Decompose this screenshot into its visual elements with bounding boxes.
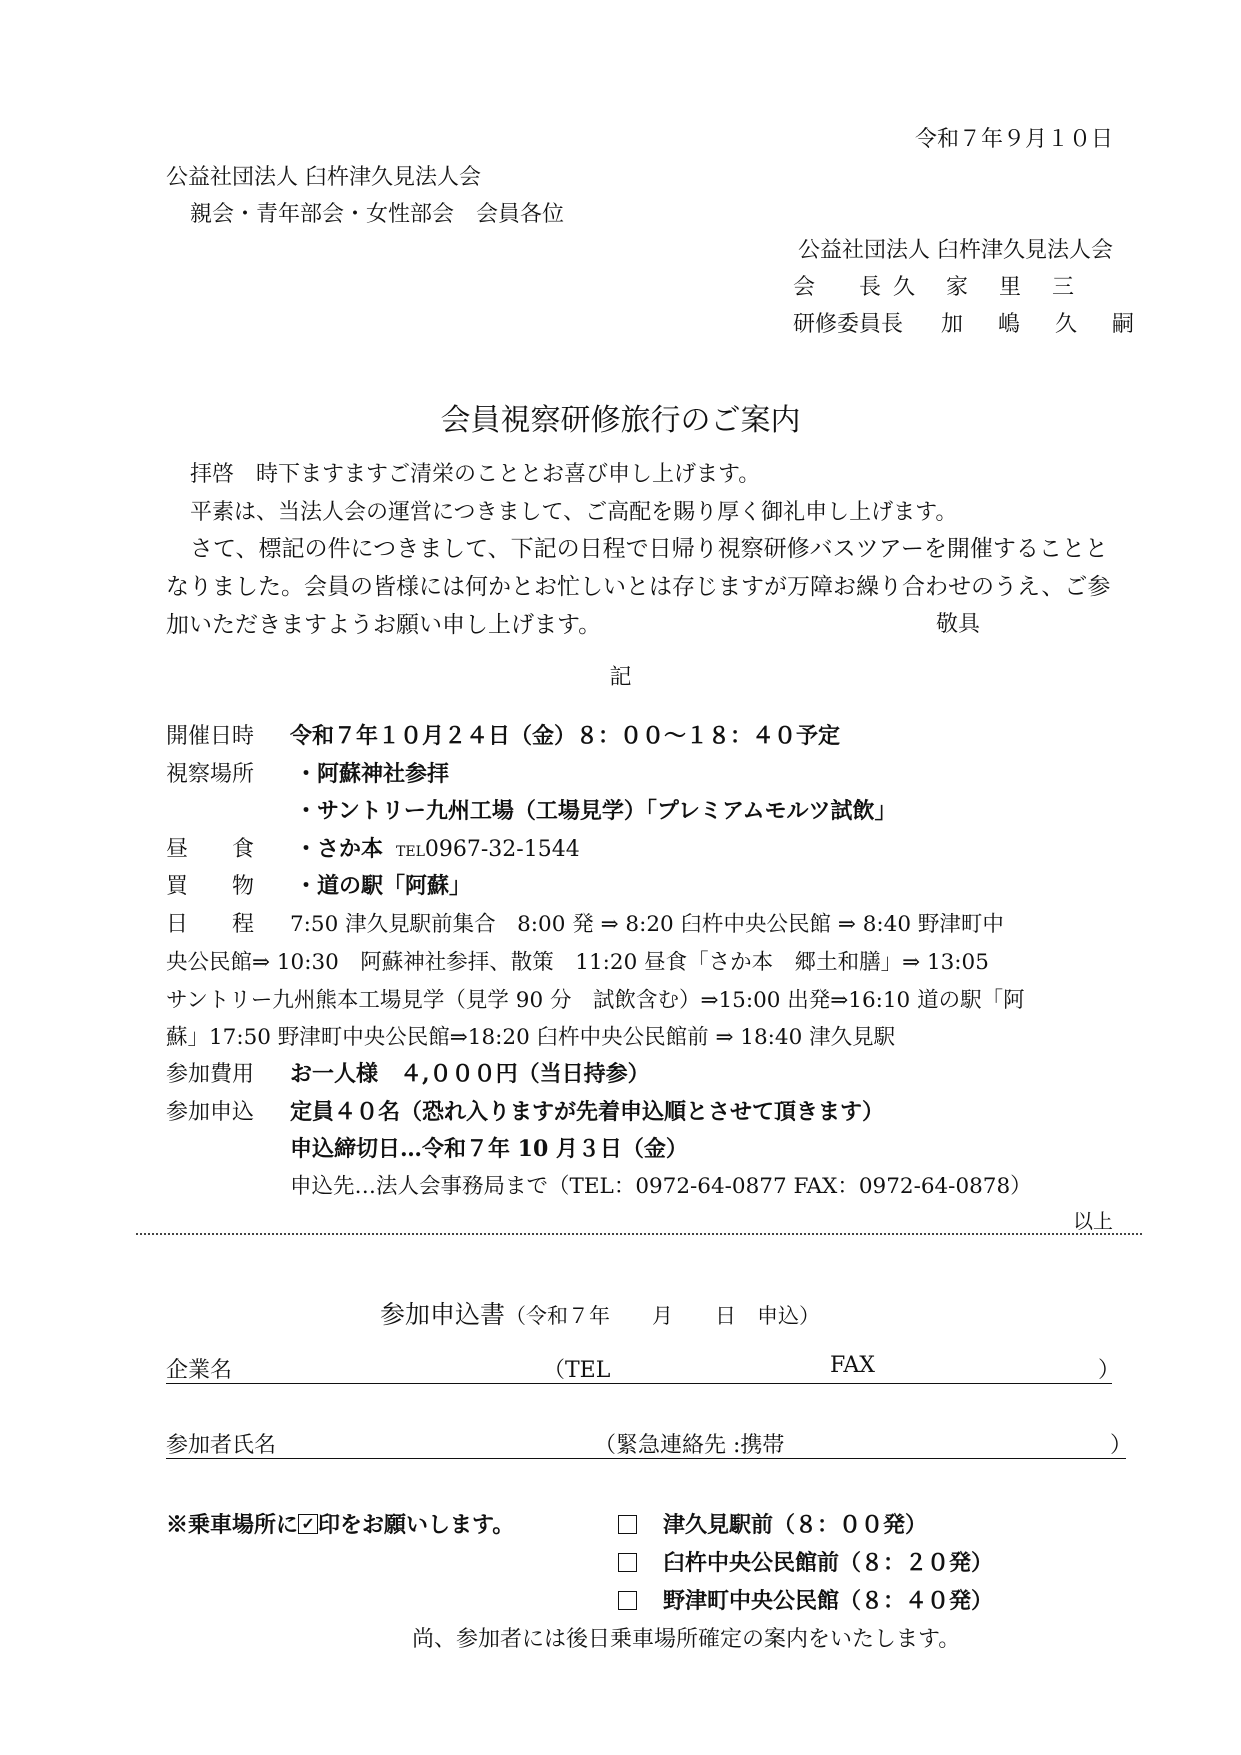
checkbox-icon[interactable] — [618, 1591, 637, 1610]
boarding-option-label: 野津町中央公民館（８：４０発） — [663, 1588, 994, 1614]
participant-label: 参加者氏名 — [166, 1433, 277, 1458]
sender-org: 公益社団法人 臼杵津久見法人会 — [798, 238, 1113, 263]
boarding-option-3[interactable] — [618, 1584, 993, 1615]
checkbox-icon[interactable] — [618, 1553, 637, 1572]
label-shopping: 買 物 — [166, 874, 255, 899]
label-apply: 参加申込 — [166, 1100, 255, 1125]
boarding-option-label: 臼杵中央公民館前（８：２０発） — [663, 1550, 994, 1576]
ki-heading: 記 — [609, 665, 632, 690]
lunch-tel-prefix: TEL — [396, 844, 425, 860]
body-paragraph-text: さて、標記の件につきまして、下記の日程で日帰り視察研修バスツアーを開催することとなりました。会員の皆様には何かとお忙しいとは存じますが万障お繰り合わせのうえ、ご参加いただきますようお願い申し上げます。 — [166, 536, 1111, 638]
value-shopping: ・道の駅「阿蘇」 — [295, 873, 472, 899]
participant-close-paren: ） — [1110, 1433, 1133, 1458]
lunch-name: ・さか本 — [295, 836, 384, 862]
company-fax-label: FAX — [830, 1353, 875, 1378]
participant-field-underline[interactable] — [166, 1458, 1126, 1459]
page-title: 会員視察研修旅行のご案内 — [440, 403, 801, 438]
boarding-option-label: 津久見駅前（８：００発） — [663, 1512, 928, 1538]
value-lunch — [295, 832, 580, 863]
value-place-1: ・阿蘇神社参拝 — [295, 761, 450, 787]
schedule-line-1: 7:50 津久見駅前集合 8:00 発 ⇒ 8:20 臼杵中央公民館 ⇒ 8:40 野津町中 — [290, 912, 1004, 937]
lunch-tel: 0967-32-1544 — [424, 837, 580, 862]
body-line-greeting: 拝啓 時下ますますご清栄のこととお喜び申し上げます。 — [190, 462, 761, 487]
recipient-members: 親会・青年部会・女性部会 会員各位 — [190, 202, 565, 227]
sender-role-president: 会 長 — [793, 275, 882, 300]
body-line-thanks: 平素は、当法人会の運営につきまして、ご高配を賜り厚く御礼申し上げます。 — [190, 500, 958, 525]
schedule-line-4: 蘇」17:50 野津町中央公民館⇒18:20 臼杵中央公民館前 ⇒ 18:40 津久見駅 — [166, 1025, 896, 1050]
boarding-suffix: 印をお願いします。 — [318, 1512, 515, 1538]
schedule-line-3: サントリー九州熊本工場見学（見学 90 分 試飲含む）⇒15:00 出発⇒16:10 道の駅「阿 — [166, 988, 1025, 1013]
cut-line — [136, 1233, 1142, 1235]
value-date: 令和７年１０月２４日（金）８：００～１８：４０予定 — [290, 723, 841, 749]
form-title-sub: （令和７年 月 日 申込） — [505, 1304, 821, 1328]
recipient-org: 公益社団法人 臼杵津久見法人会 — [166, 165, 481, 190]
label-date: 開催日時 — [166, 724, 255, 749]
boarding-instruction — [166, 1508, 514, 1539]
label-fee: 参加費用 — [166, 1062, 255, 1087]
company-tel-label: （TEL — [543, 1358, 611, 1383]
company-close-paren: ） — [1098, 1358, 1121, 1383]
sender-role-committee: 研修委員長 — [793, 312, 904, 337]
boarding-note: 尚、参加者には後日乗車場所確定の案内をいたします。 — [412, 1627, 961, 1652]
sender-name-committee: 加 嶋 久 嗣 — [941, 312, 1148, 337]
sender-line-president — [793, 270, 1113, 301]
value-apply-capacity: 定員４０名（恐れ入りますが先着申込順とさせて頂きます） — [290, 1099, 885, 1125]
company-label: 企業名 — [166, 1358, 233, 1383]
boarding-prefix: ※乗車場所に — [166, 1512, 299, 1538]
boarding-option-1[interactable] — [618, 1508, 927, 1539]
form-title: 参加申込書 — [380, 1300, 506, 1329]
boarding-option-2[interactable] — [618, 1546, 993, 1577]
label-lunch: 昼 食 — [166, 837, 255, 862]
form-title-row — [380, 1295, 820, 1331]
sender-name-president: 久 家 里 三 — [893, 275, 1086, 300]
schedule-line-2: 央公民館⇒ 10:30 阿蘇神社参拝、散策 11:20 昼食「さか本 郷土和膳」⇒ 13:05 — [166, 950, 989, 975]
label-schedule: 日 程 — [166, 912, 255, 937]
emergency-contact-label: （緊急連絡先 :携帯 — [594, 1433, 785, 1458]
checkbox-icon[interactable] — [618, 1515, 637, 1534]
value-fee: お一人様 ４,０００円（当日持参） — [290, 1061, 650, 1087]
issue-date: 令和７年９月１０日 — [914, 127, 1113, 152]
label-place: 視察場所 — [166, 762, 255, 787]
end-ijou: 以上 — [1073, 1209, 1113, 1233]
value-place-2: ・サントリー九州工場（工場見学）「プレミアムモルツ試飲」 — [295, 798, 897, 824]
closing-keigu: 敬具 — [936, 612, 981, 637]
company-field-underline[interactable] — [166, 1383, 1112, 1384]
value-apply-contact: 申込先…法人会事務局まで（TEL：0972-64-0877 FAX：0972-64-0878） — [290, 1174, 1032, 1199]
value-apply-deadline: 申込締切日…令和７年 10 月３日（金） — [290, 1136, 688, 1162]
sender-line-committee — [793, 307, 1148, 338]
checkbox-checked-icon: ✓ — [298, 1514, 318, 1534]
